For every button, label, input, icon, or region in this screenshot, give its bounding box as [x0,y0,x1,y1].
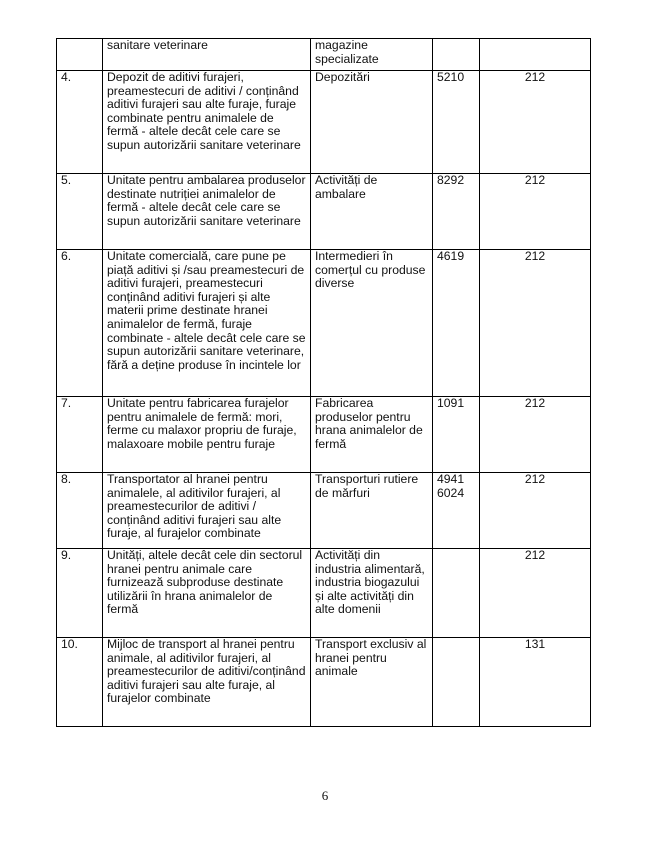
table-row [57,174,591,250]
row-description: Unități, altele decât cele din sectorul hranei pentru animale care furnizează subproduse destinate utilizării în hrana animalelor de fermă [103,549,311,638]
row-activity: Activități din industria alimentară, industria biogazului și alte activități din alte domenii [311,549,433,638]
row-caen-code: 4619 [433,250,480,397]
row-activity: Depozitări [311,71,433,174]
table-row [57,71,591,174]
row-description: sanitare veterinare [103,39,311,71]
row-activity: Transport exclusiv al hranei pentru animale [311,638,433,727]
row-category: 131 [480,638,591,727]
row-number: 7. [57,397,103,473]
table-row [57,638,591,727]
row-number: 4. [57,71,103,174]
row-caen-code: 5210 [433,71,480,174]
row-activity: Activități de ambalare [311,174,433,250]
row-caen-code: 1091 [433,397,480,473]
row-description: Unitate comercială, care pune pe piață aditivi și /sau preamestecuri de aditivi furajeri, preamestecuri conținând aditivi furajeri și alte materii prime destinate hranei animalelor de fermă, furaje combinate - altele decât cele care se supun autorizării sanitare veterinare, fără a deține produse în incintele lor [103,250,311,397]
table-body [57,39,591,727]
row-caen-code [433,549,480,638]
row-description: Transportator al hranei pentru animalele, al aditivilor furajeri, al preamestecurilor de aditivi / conținând aditivi furajeri sau alte furaje, al furajelor combinate [103,473,311,549]
row-caen-code: 8292 [433,174,480,250]
row-activity: Fabricarea produselor pentru hrana animalelor de fermă [311,397,433,473]
row-activity: magazine specializate [311,39,433,71]
row-description: Mijloc de transport al hranei pentru animale, al aditivilor furajeri, al preamestecurilor de aditivi/conținând aditivi furajeri sau alte furaje, al furajelor combinate [103,638,311,727]
row-caen-code: 4941 6024 [433,473,480,549]
table-row [57,397,591,473]
row-category: 212 [480,71,591,174]
row-activity: Intermedieri în comerțul cu produse diverse [311,250,433,397]
table-row [57,473,591,549]
row-category: 212 [480,250,591,397]
row-number [57,39,103,71]
row-category [480,39,591,71]
row-number: 6. [57,250,103,397]
row-activity: Transporturi rutiere de mărfuri [311,473,433,549]
row-caen-code [433,638,480,727]
row-category: 212 [480,174,591,250]
table-row [57,549,591,638]
page-number: 6 [321,788,329,803]
activity-table [56,38,591,727]
row-category: 212 [480,473,591,549]
row-number: 5. [57,174,103,250]
row-number: 10. [57,638,103,727]
table-row [57,39,591,71]
row-category: 212 [480,549,591,638]
row-description: Depozit de aditivi furajeri, preamestecuri de aditivi / conținând aditivi furajeri sau alte furaje, furaje combinate pentru animalele de fermă - altele decât cele care se supun autorizării sanitare veterinare [103,71,311,174]
table-row [57,250,591,397]
row-description: Unitate pentru fabricarea furajelor pentru animalele de fermă: mori, ferme cu malaxor propriu de furaje, malaxoare mobile pentru furaje [103,397,311,473]
row-number: 8. [57,473,103,549]
row-number: 9. [57,549,103,638]
row-category: 212 [480,397,591,473]
row-caen-code [433,39,480,71]
row-description: Unitate pentru ambalarea produselor destinate nutriției animalelor de fermă - altele decât cele care se supun autorizării sanitare veterinare [103,174,311,250]
